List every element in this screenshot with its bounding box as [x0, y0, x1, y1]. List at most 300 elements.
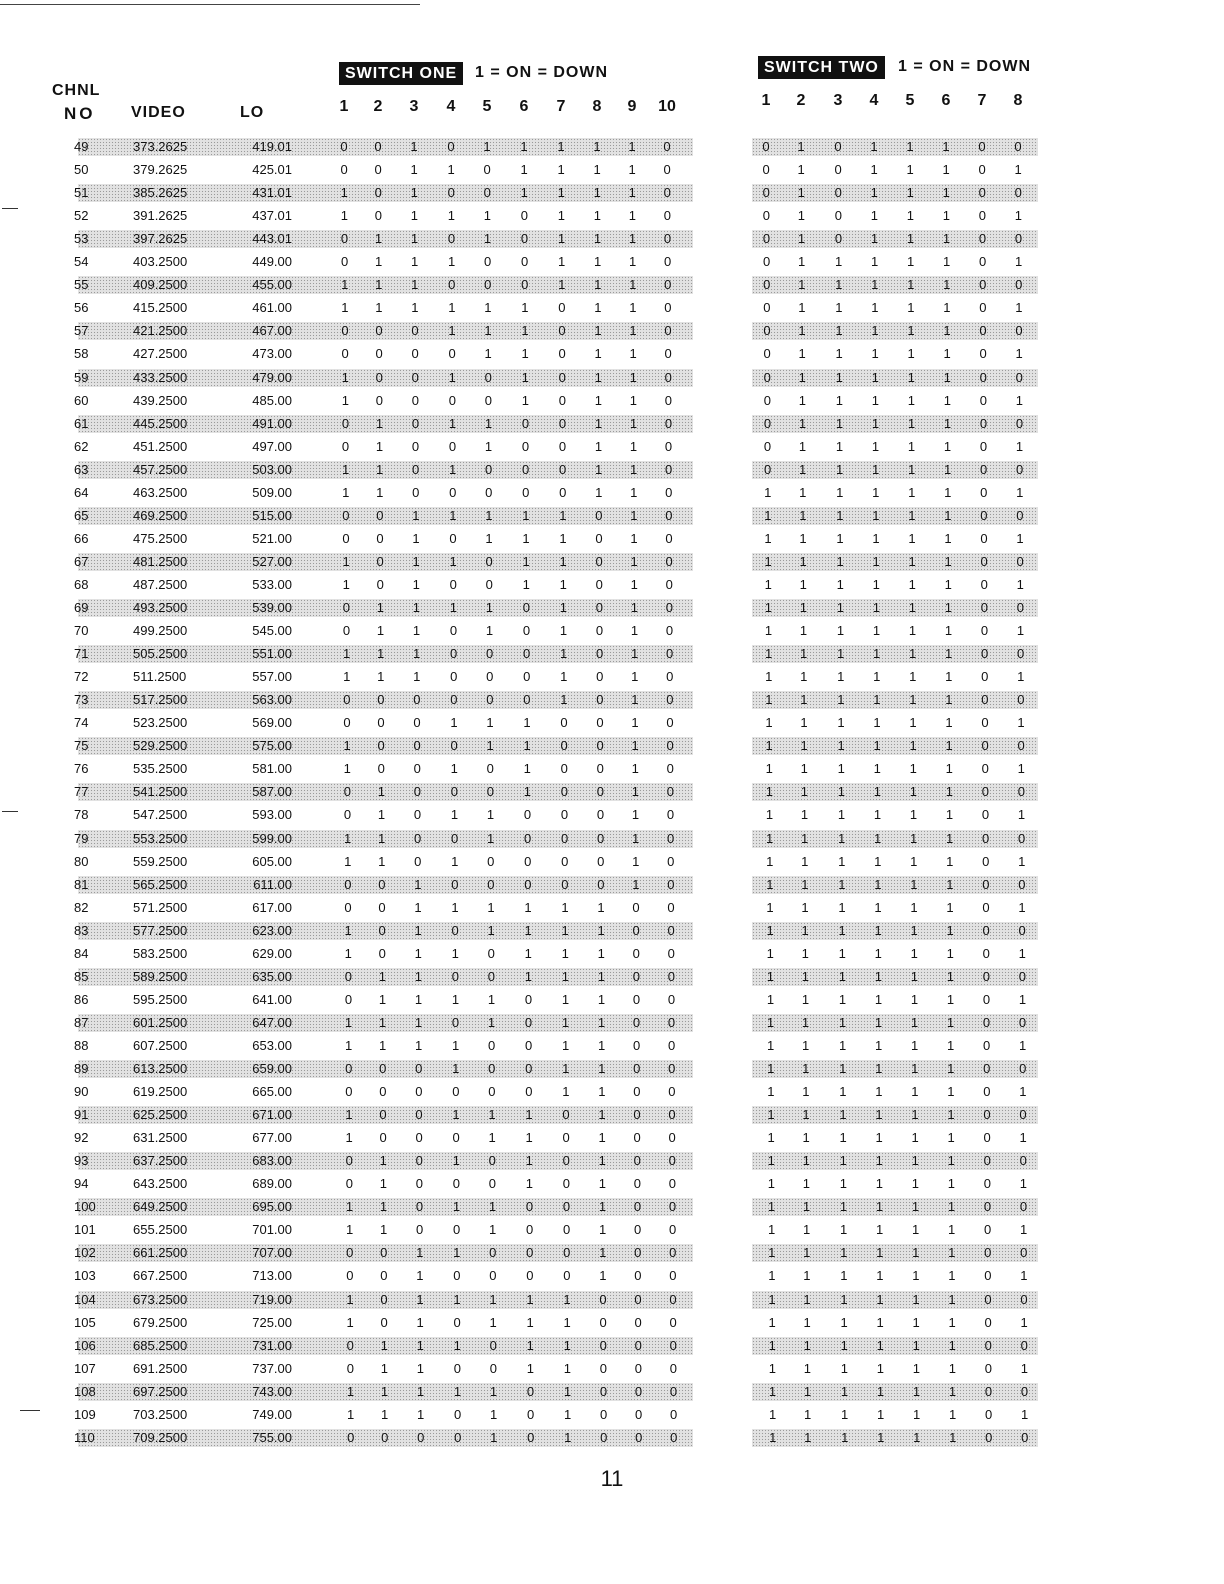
switch-one-bit: 0: [524, 1014, 533, 1030]
lo-frequency: 443.01: [252, 231, 292, 247]
switch-one-bit: 0: [596, 807, 605, 823]
switch-two-bit: 1: [876, 1337, 884, 1353]
switch-one-bit: 1: [597, 899, 605, 915]
switch-one-bit: 0: [450, 830, 459, 846]
channel-number: 104: [74, 1291, 96, 1307]
switch-two-bit: 0: [978, 254, 987, 270]
switch-one-bit: 1: [488, 1130, 496, 1146]
switch-two-bit: 1: [802, 1153, 810, 1169]
switch-one-bit: 0: [411, 369, 419, 385]
switch-one-bit: 0: [376, 576, 384, 592]
switch-one-bit: 1: [599, 1268, 607, 1284]
switch-two-bit: 1: [871, 300, 879, 316]
switch-one-bit: 0: [343, 692, 351, 708]
switch-one-bit: 0: [562, 1153, 570, 1169]
switch-one-bit: 1: [599, 1222, 607, 1238]
switch-two-bit: 1: [876, 1360, 884, 1376]
switch-one-bit: 1: [448, 323, 456, 339]
video-frequency: 463.2500: [133, 484, 188, 500]
switch-one-bit: 0: [484, 369, 492, 385]
switch-two-bit: 1: [837, 715, 845, 731]
switch-one-bit: 1: [484, 323, 492, 339]
switch-two-bit: 1: [943, 277, 951, 293]
switch-two-bit: 1: [839, 1107, 847, 1123]
switch-one-bit: 1: [449, 553, 457, 569]
video-frequency: 373.2625: [133, 139, 188, 154]
switch-one-bit: 1: [598, 1084, 606, 1100]
switch-two-bit: 0: [1017, 738, 1025, 754]
video-frequency: 409.2500: [133, 277, 188, 293]
switch-one-bit: 0: [668, 1199, 677, 1215]
switch-two-bit: 1: [949, 1429, 957, 1445]
video-frequency: 421.2500: [133, 323, 188, 339]
switch-two-bit: 1: [834, 254, 843, 270]
switch-one-bit: 1: [376, 461, 384, 477]
switch-two-bit: 0: [984, 1383, 993, 1399]
top-rule: [0, 4, 420, 5]
switch-one-badge: SWITCH ONE: [339, 62, 463, 85]
switch-one-bit: 1: [594, 323, 602, 339]
channel-number: 63: [74, 461, 89, 477]
switch-one-bit: 0: [526, 1383, 535, 1399]
switch-one-bit: 1: [630, 507, 638, 523]
switch-one-bit: 0: [634, 1222, 642, 1238]
switch-one-bit: 0: [487, 945, 495, 961]
table-row: [0, 804, 1224, 827]
switch-two-bit: 1: [803, 1245, 811, 1261]
channel-number: 90: [74, 1084, 89, 1100]
switch-one-bit: 1: [380, 1360, 388, 1376]
switch-two-bit: 0: [984, 1406, 993, 1422]
switch-two-bit: 1: [1014, 208, 1022, 224]
switch-one-bit: 0: [561, 876, 569, 892]
switch-one-bit: 1: [416, 1383, 425, 1399]
switch-one-bit: 1: [488, 1199, 497, 1215]
switch-two-bit: 1: [908, 530, 916, 546]
switch-one-bit: 1: [522, 507, 530, 523]
switch-one-bit: 1: [631, 830, 640, 846]
switch-one-bit: 0: [524, 991, 533, 1007]
video-frequency: 709.2500: [133, 1429, 188, 1445]
switch-one-bit: 1: [451, 945, 459, 961]
switch-one-bit: 0: [340, 231, 349, 247]
table-row: [0, 874, 1224, 897]
switch-one-bit: 0: [634, 1383, 643, 1399]
switch-two-bit: 1: [910, 1014, 919, 1030]
switch-two-bit: 1: [765, 646, 773, 662]
switch-one-bit: 0: [667, 945, 675, 961]
switch-one-bit: 0: [665, 623, 674, 639]
switch-one-bit: 1: [525, 1176, 533, 1192]
switch-two-bit: 1: [912, 1314, 920, 1330]
switch-two-bit: 0: [1018, 922, 1026, 938]
switch-two-bit: 0: [983, 1199, 992, 1215]
switch-one-bit: 0: [663, 208, 671, 224]
switch-two-bit: 1: [836, 507, 844, 523]
switch-one-bit: 0: [666, 692, 674, 708]
switch-two-bit: 1: [874, 991, 883, 1007]
switch-one-bit: 0: [633, 1061, 641, 1076]
switch-two-bit: 1: [1014, 162, 1022, 178]
switch-one-bit: 0: [453, 1268, 461, 1284]
switch-two-bit: 1: [877, 1429, 885, 1445]
switch-one-bit: 1: [525, 1130, 533, 1146]
switch-two-bit: 1: [1016, 484, 1024, 500]
switch-one-bit: 1: [343, 738, 351, 754]
table-row: [0, 1358, 1224, 1381]
lo-frequency: 533.00: [252, 576, 292, 592]
switch-one-bit: 1: [598, 1037, 606, 1053]
switch-one-bit: 1: [375, 438, 384, 454]
lo-frequency: 731.00: [252, 1337, 292, 1353]
switch-one-bit: 0: [453, 1360, 461, 1376]
lo-frequency: 551.00: [252, 646, 292, 662]
switch-one-bit: 0: [558, 346, 566, 362]
switch-one-bit: 1: [412, 623, 421, 639]
switch-one-bit: 0: [667, 991, 676, 1007]
switch-two-bit: 1: [769, 1429, 777, 1445]
switch-two-bit: 1: [1017, 669, 1025, 685]
channel-number: 93: [74, 1153, 89, 1169]
switch-two-bit: 1: [947, 1084, 955, 1100]
switch-one-bit: 0: [633, 1107, 641, 1123]
switch-one-bit: 0: [666, 715, 674, 731]
switch-one-bit: 1: [449, 507, 457, 523]
switch-one-bit: 1: [594, 346, 602, 362]
switch-one-bit: 0: [448, 438, 457, 454]
switch-two-bit: 1: [906, 139, 914, 154]
video-frequency: 691.2500: [133, 1360, 188, 1376]
table-row: [0, 828, 1224, 851]
video-frequency: 577.2500: [133, 922, 188, 938]
switch-one-bit: 1: [557, 185, 565, 201]
switch-one-bit: 1: [525, 1153, 533, 1169]
lo-frequency: 749.00: [252, 1406, 292, 1422]
switch-two-bit: 1: [797, 208, 805, 224]
switch-two-bit: 1: [803, 1360, 811, 1376]
switch-one-bit: 0: [633, 1153, 641, 1169]
switch-two-bit: 1: [943, 323, 951, 339]
chnl-header-line1: CHNL: [52, 82, 101, 99]
switch-two-bit: 0: [979, 415, 988, 431]
switch-two-bit: 1: [874, 968, 882, 984]
switch-one-bit: 0: [524, 876, 532, 892]
switch-one-bit: 0: [562, 1176, 570, 1192]
switch-two-bit: 1: [876, 1406, 885, 1422]
switch-two-bit: 1: [1016, 576, 1024, 592]
lo-frequency: 617.00: [252, 899, 292, 915]
switch-one-bit: 0: [666, 738, 674, 754]
switch-two-bit: 1: [876, 1222, 884, 1238]
switch-two-bit: 1: [876, 1245, 884, 1261]
switch-one-bit: 0: [523, 669, 531, 685]
switch-two-bit: 0: [984, 1360, 992, 1376]
switch-two-bit: 1: [910, 991, 919, 1007]
switch-two-bit: 1: [873, 830, 882, 846]
switch-one-bit: 1: [377, 784, 385, 800]
switch-one-bit: 1: [629, 415, 638, 431]
switch-two-bit: 1: [871, 392, 879, 408]
switch-two-bit: 1: [803, 1383, 812, 1399]
switch-one-bit: 1: [631, 692, 639, 708]
switch-two-bit: 0: [984, 1245, 992, 1261]
channel-number: 49: [74, 139, 89, 154]
channel-number: 76: [74, 761, 89, 777]
switch-one-bit: 1: [520, 185, 528, 201]
switch-two-bit: 0: [979, 300, 987, 316]
switch-two-bit: 0: [983, 1084, 991, 1100]
switch-two-bit: 1: [798, 415, 807, 431]
switch-one-bit: 1: [374, 254, 383, 270]
switch-two-bit: 1: [908, 600, 916, 615]
switch-one-bit: 1: [628, 231, 637, 247]
switch-two-bit: 1: [912, 1383, 921, 1399]
switch-one-bit: 0: [415, 1153, 423, 1169]
switch-one-bit: 1: [411, 300, 419, 316]
table-row: [0, 1404, 1224, 1427]
switch-one-bit: 0: [381, 1429, 389, 1445]
switch-two-bit: 1: [908, 461, 916, 477]
switch-one-bit: 1: [561, 922, 569, 938]
switch-two-bit: 1: [943, 300, 951, 316]
switch-two-bit: 1: [835, 300, 843, 316]
switch-one-bit: 0: [558, 323, 566, 339]
switch-one-bit: 1: [344, 853, 352, 869]
lo-frequency: 737.00: [252, 1360, 292, 1376]
switch-one-bit: 0: [521, 415, 530, 431]
switch-two-bit: 1: [874, 899, 882, 915]
switch-two-bit: 0: [1015, 369, 1023, 385]
lo-frequency: 653.00: [252, 1037, 292, 1053]
switch-two-bit: 0: [980, 623, 989, 639]
switch-one-bit: 1: [377, 807, 386, 823]
switch-one-bit: 0: [487, 853, 495, 869]
video-frequency: 439.2500: [133, 392, 188, 408]
switch-two-bit: 1: [910, 899, 918, 915]
switch-one-bit: 1: [341, 369, 349, 385]
switch-one-bit: 1: [375, 300, 383, 316]
switch-one-bit: 1: [414, 876, 422, 892]
switch-one-bit: 1: [413, 669, 421, 685]
switch-two-bit: 1: [764, 484, 772, 500]
table-row: [0, 781, 1224, 804]
switch-one-bit: 1: [411, 277, 419, 293]
switch-two-bit: 1: [765, 761, 773, 777]
switch-two-bit: 1: [942, 208, 950, 224]
switch-one-bit: 1: [631, 761, 639, 777]
switch-two-bit: 1: [908, 484, 916, 500]
switch-one-bit: 1: [453, 1383, 462, 1399]
switch-two-bit: 1: [1020, 1268, 1028, 1284]
table-row: [0, 1427, 1224, 1450]
switch-one-bit: 1: [557, 254, 566, 270]
table-row: [0, 251, 1224, 274]
table-row: [0, 1196, 1224, 1219]
switch-one-bit: 1: [346, 1406, 355, 1422]
switch-one-bit: 1: [416, 1291, 424, 1307]
channel-number: 81: [74, 876, 89, 892]
switch-two-bit: 1: [837, 807, 846, 823]
table-row: [0, 689, 1224, 712]
switch-one-bit: 0: [599, 1314, 607, 1330]
switch-one-bit: 0: [526, 1268, 534, 1284]
table-row: [0, 528, 1224, 551]
switch-one-bit: 0: [525, 1037, 533, 1053]
switch-two-bit: 1: [764, 553, 772, 569]
switch-two-col-header: 3: [833, 92, 843, 109]
switch-one-bit: 0: [344, 876, 352, 892]
switch-two-bit: 1: [800, 646, 808, 662]
switch-two-bit: 0: [978, 208, 986, 224]
switch-two-bit: 1: [767, 1176, 775, 1192]
switch-two-bit: 1: [912, 1337, 920, 1353]
switch-two-bit: 1: [948, 1222, 956, 1238]
switch-one-bit: 1: [345, 1107, 353, 1123]
switch-two-bit: 1: [947, 1107, 955, 1123]
switch-two-bit: 0: [1016, 600, 1024, 615]
lo-frequency: 629.00: [252, 945, 292, 961]
switch-two-bit: 0: [1014, 185, 1022, 201]
switch-two-bit: 1: [768, 1406, 777, 1422]
switch-two-bit: 1: [910, 968, 918, 984]
switch-one-bit: 1: [410, 208, 418, 224]
switch-two-bit: 1: [946, 899, 954, 915]
switch-two-bit: 1: [802, 1130, 810, 1146]
switch-two-bit: 1: [1018, 853, 1026, 869]
switch-one-bit: 0: [558, 369, 566, 385]
switch-one-bit: 0: [666, 830, 675, 846]
switch-one-bit: 1: [597, 922, 605, 938]
switch-one-bit: 1: [375, 277, 383, 293]
switch-one-bit: 1: [415, 1037, 423, 1053]
video-frequency: 583.2500: [133, 945, 188, 961]
channel-number: 53: [74, 231, 89, 247]
switch-two-bit: 1: [803, 1314, 811, 1330]
lo-frequency: 557.00: [252, 669, 292, 685]
table-row: [0, 1127, 1224, 1150]
switch-one-bit: 0: [345, 1084, 353, 1100]
switch-one-bit: 0: [483, 185, 491, 201]
switch-one-bit: 0: [413, 830, 422, 846]
switch-two-bit: 0: [1017, 646, 1025, 662]
switch-one-bit: 1: [629, 277, 637, 293]
switch-one-bit: 1: [628, 139, 636, 154]
switch-two-bit: 1: [875, 1061, 883, 1076]
channel-number: 52: [74, 208, 89, 224]
switch-two-bit: 1: [870, 208, 878, 224]
switch-two-bit: 1: [911, 1130, 919, 1146]
table-row: [0, 343, 1224, 366]
switch-two-bit: 1: [799, 553, 807, 569]
switch-one-bit: 0: [632, 991, 641, 1007]
switch-one-bit: 1: [523, 715, 531, 731]
switch-two-bit: 1: [875, 1107, 883, 1123]
switch-two-bit: 1: [799, 600, 807, 615]
switch-two-bit: 1: [912, 1222, 920, 1238]
switch-two-bit: 0: [983, 1130, 991, 1146]
table-row: [0, 1219, 1224, 1242]
switch-one-bit: 0: [374, 139, 382, 154]
switch-one-bit: 1: [594, 277, 602, 293]
switch-two-bit: 1: [798, 392, 806, 408]
switch-two-bit: 1: [947, 1037, 955, 1053]
switch-one-bit: 0: [375, 346, 383, 362]
switch-two-bit: 1: [948, 1383, 957, 1399]
switch-one-bit: 1: [412, 553, 420, 569]
switch-two-bit: 0: [981, 646, 989, 662]
channel-number: 69: [74, 600, 89, 615]
switch-two-bit: 0: [1018, 876, 1026, 892]
switch-one-bit: 1: [486, 807, 495, 823]
switch-one-bit: 0: [633, 1037, 641, 1053]
switch-one-bit: 0: [414, 853, 422, 869]
channel-number: 80: [74, 853, 89, 869]
switch-two-bit: 0: [982, 922, 990, 938]
switch-one-bit: 1: [452, 1153, 460, 1169]
switch-one-bit: 1: [448, 300, 456, 316]
switch-two-bit: 0: [981, 738, 989, 754]
switch-two-bit: 1: [835, 369, 843, 385]
switch-two-bit: 1: [913, 1429, 921, 1445]
switch-one-bit: 0: [523, 692, 531, 708]
switch-one-bit: 1: [629, 346, 637, 362]
table-row: [0, 1035, 1224, 1058]
switch-one-bit: 1: [380, 1383, 389, 1399]
table-row: [0, 1242, 1224, 1265]
switch-two-bit: 1: [906, 254, 915, 270]
switch-one-bit: 1: [483, 208, 491, 224]
switch-two-bit: 1: [1018, 945, 1026, 961]
switch-one-bit: 0: [415, 1130, 423, 1146]
video-frequency: 379.2625: [133, 162, 188, 178]
switch-two-bit: 0: [981, 784, 989, 800]
table-row: [0, 1381, 1224, 1404]
switch-two-bit: 1: [947, 1199, 956, 1215]
switch-one-bit: 0: [374, 185, 382, 201]
switch-two-bit: 0: [762, 185, 770, 201]
switch-one-bit: 0: [452, 1084, 460, 1100]
video-frequency: 607.2500: [133, 1037, 188, 1053]
switch-two-bit: 1: [1019, 1176, 1027, 1192]
switch-one-bit: 0: [562, 1130, 570, 1146]
switch-one-bit: 0: [563, 1222, 571, 1238]
switch-one-bit: 1: [489, 1222, 497, 1238]
switch-one-bit: 0: [450, 646, 458, 662]
switch-two-bit: 0: [834, 185, 842, 201]
switch-two-bit: 1: [946, 968, 954, 984]
switch-two-bit: 1: [948, 1360, 956, 1376]
switch-one-bit: 0: [376, 507, 384, 523]
switch-two-bit: 1: [840, 1222, 848, 1238]
channel-number: 102: [74, 1245, 96, 1261]
switch-two-bit: 1: [872, 484, 880, 500]
video-frequency: 685.2500: [133, 1337, 188, 1353]
switch-one-bit: 0: [489, 1337, 497, 1353]
switch-two-bit: 0: [763, 438, 772, 454]
video-frequency: 397.2625: [133, 231, 188, 247]
switch-one-bit: 1: [593, 162, 601, 178]
switch-one-bit: 1: [416, 1268, 424, 1284]
switch-two-bit: 0: [979, 369, 987, 385]
switch-one-bit: 0: [413, 807, 422, 823]
switch-one-bit: 0: [523, 807, 532, 823]
switch-one-bit: 0: [453, 1314, 461, 1330]
switch-two-bit: 1: [946, 876, 954, 892]
chnl-header-line2: NO: [64, 104, 96, 123]
switch-one-bit: 1: [486, 738, 494, 754]
switch-one-bit: 1: [526, 1291, 534, 1307]
switch-two-bit: 1: [765, 738, 773, 754]
